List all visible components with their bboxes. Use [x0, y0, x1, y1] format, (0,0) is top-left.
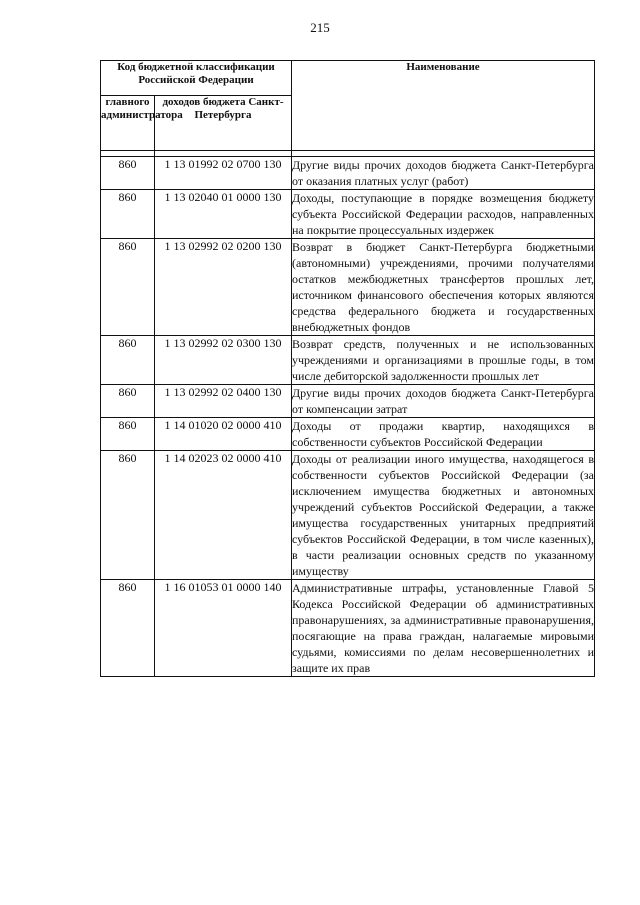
admin-code: 860	[101, 336, 155, 385]
table-row	[101, 580, 595, 677]
admin-code: 860	[101, 385, 155, 418]
table-row	[101, 385, 595, 418]
admin-code: 860	[101, 157, 155, 190]
revenue-name: Доходы от продажи квартир, находящихся в собственности субъектов Российской Федерации	[292, 419, 594, 449]
revenue-name: Возврат средств, полученных и не использованных учреждениями и организациями в прошлые годы, в том числе дебиторской задолженности прошлых лет	[292, 337, 594, 383]
admin-code: 860	[101, 239, 155, 336]
budget-classification-table	[100, 60, 595, 677]
header-revenue: доходов бюджета Санкт-Петербурга	[155, 96, 292, 151]
header-name: Наименование	[292, 61, 595, 151]
revenue-name: Другие виды прочих доходов бюджета Санкт-Петербурга от компенсации затрат	[292, 386, 594, 416]
header-admin: главного администратора	[101, 96, 155, 151]
header-classification-code: Код бюджетной классификации Российской Федерации	[101, 61, 292, 96]
table-row	[101, 418, 595, 451]
table-row	[101, 239, 595, 336]
admin-code: 860	[101, 190, 155, 239]
revenue-name: Административные штрафы, установленные Главой 5 Кодекса Российской Федерации об административных правонарушениях, за административные правонарушения, посягающие на права граждан, налагаемые мировыми судьями, комиссиями по делам несовершеннолетних и защите их прав	[292, 581, 594, 675]
revenue-code: 1 13 02040 01 0000 130	[155, 190, 292, 239]
revenue-code: 1 16 01053 01 0000 140	[155, 580, 292, 677]
table-row	[101, 157, 595, 190]
revenue-name: Доходы от реализации иного имущества, находящегося в собственности субъектов Российской Федерации (за исключением имущества бюджетных и автономных учреждений субъектов Российской Федерации, а также имущества государственных унитарных предприятий субъектов Российской Федерации, в том числе казенных), в части реализации основных средств по указанному имуществу	[292, 452, 594, 578]
revenue-name: Возврат в бюджет Санкт-Петербурга бюджетными (автономными) учреждениями, прочими получателями остатков межбюджетных трансфертов прошлых лет, источником финансового обеспечения которых являются средства федерального бюджета и государственных внебюджетных фондов	[292, 240, 594, 334]
admin-code: 860	[101, 418, 155, 451]
revenue-code: 1 13 02992 02 0300 130	[155, 336, 292, 385]
revenue-name: Другие виды прочих доходов бюджета Санкт-Петербурга от оказания платных услуг (работ)	[292, 158, 594, 188]
page-number: 215	[310, 20, 330, 35]
table-row	[101, 451, 595, 580]
revenue-code: 1 13 02992 02 0400 130	[155, 385, 292, 418]
revenue-code: 1 13 01992 02 0700 130	[155, 157, 292, 190]
admin-code: 860	[101, 451, 155, 580]
table-row	[101, 190, 595, 239]
revenue-code: 1 14 01020 02 0000 410	[155, 418, 292, 451]
revenue-name: Доходы, поступающие в порядке возмещения бюджету субъекта Российской Федерации расходов, направленных на покрытие процессуальных издержек	[292, 191, 594, 237]
revenue-code: 1 14 02023 02 0000 410	[155, 451, 292, 580]
table-row	[101, 336, 595, 385]
admin-code: 860	[101, 580, 155, 677]
revenue-code: 1 13 02992 02 0200 130	[155, 239, 292, 336]
